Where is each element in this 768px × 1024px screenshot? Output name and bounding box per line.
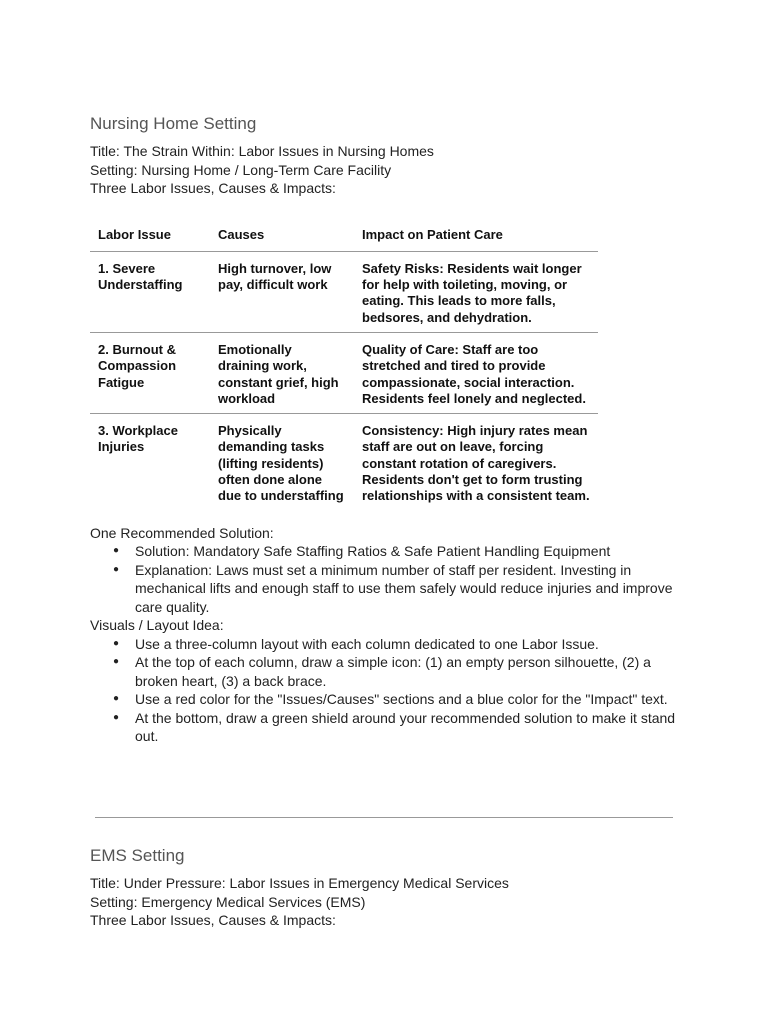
list-item <box>90 542 690 561</box>
list-item-text: Solution: Mandatory Safe Staffing Ratios & Safe Patient Handling Equipment <box>135 543 611 560</box>
table-row <box>90 414 598 511</box>
impact-cell: Safety Risks: Residents wait longer for help with toileting, moving, or eating. This leads to more falls, bedsores, and dehydration. <box>354 251 598 332</box>
labor-issue-cell: 1. Severe Understaffing <box>90 251 210 332</box>
bullet-icon: ● <box>113 711 120 723</box>
list-item <box>90 561 690 617</box>
list-item <box>90 709 690 746</box>
nursing-home-section <box>90 113 690 746</box>
table-row <box>90 332 598 413</box>
header-causes: Causes <box>210 221 354 252</box>
list-item <box>90 690 690 709</box>
list-item-text: Use a three-column layout with each column dedicated to one Labor Issue. <box>135 635 599 652</box>
impact-cell: Quality of Care: Staff are too stretched and tired to provide compassionate, social interaction. Residents feel lonely and neglected. <box>354 332 598 413</box>
solution-heading: One Recommended Solution: <box>90 524 274 541</box>
table-header-row <box>90 221 598 252</box>
bullet-icon: ● <box>113 693 120 705</box>
header-labor-issue: Labor Issue <box>90 221 210 252</box>
list-item <box>90 635 690 654</box>
list-item-text: At the bottom, draw a green shield around your recommended solution to make it stand out. <box>135 709 676 745</box>
intro-line: Three Labor Issues, Causes & Impacts: <box>90 180 336 196</box>
labor-issues-table <box>90 221 598 511</box>
section-heading: Nursing Home Setting <box>90 114 257 133</box>
section-divider <box>95 817 673 818</box>
visuals-list <box>90 635 690 746</box>
title-line: Title: Under Pressure: Labor Issues in Emergency Medical Services <box>90 875 509 891</box>
list-item-text: Explanation: Laws must set a minimum number of staff per resident. Investing in mechanical lifts and enough staff to use them safely would reduce injuries and improve care quality. <box>135 561 673 615</box>
list-item-text: Use a red color for the "Issues/Causes" sections and a blue color for the "Impact" text. <box>135 691 668 708</box>
causes-cell: Physically demanding tasks (lifting residents) often done alone due to understaffing <box>218 423 344 504</box>
title-line: Title: The Strain Within: Labor Issues in Nursing Homes <box>90 143 434 159</box>
section-heading: EMS Setting <box>90 846 185 865</box>
setting-line: Setting: Nursing Home / Long-Term Care Facility <box>90 161 392 178</box>
ems-section <box>90 845 690 930</box>
intro-line: Three Labor Issues, Causes & Impacts: <box>90 912 336 928</box>
causes-cell: High turnover, low pay, difficult work <box>210 251 354 332</box>
list-item-text: At the top of each column, draw a simple icon: (1) an empty person silhouette, (2) a broken heart, (3) a back brace. <box>135 654 651 689</box>
impact-cell: Consistency: High injury rates mean staff are out on leave, forcing constant rotation of caregivers. Residents don't get to form trusting relationships with a consistent team. <box>362 423 590 504</box>
bullet-icon: ● <box>113 563 120 575</box>
bullet-icon: ● <box>113 656 120 668</box>
labor-issue-cell: 3. Workplace Injuries <box>98 423 178 455</box>
table-row <box>90 251 598 332</box>
bullet-icon: ● <box>113 637 120 649</box>
setting-line: Setting: Emergency Medical Services (EMS) <box>90 893 366 910</box>
header-impact: Impact on Patient Care <box>354 221 598 252</box>
list-item <box>90 653 690 690</box>
solution-list <box>90 542 690 616</box>
labor-issue-cell: 2. Burnout & Compassion Fatigue <box>90 332 210 413</box>
causes-cell: Emotionally draining work, constant grief, high workload <box>210 332 354 413</box>
bullet-icon: ● <box>113 545 120 557</box>
visuals-heading: Visuals / Layout Idea: <box>90 617 224 634</box>
